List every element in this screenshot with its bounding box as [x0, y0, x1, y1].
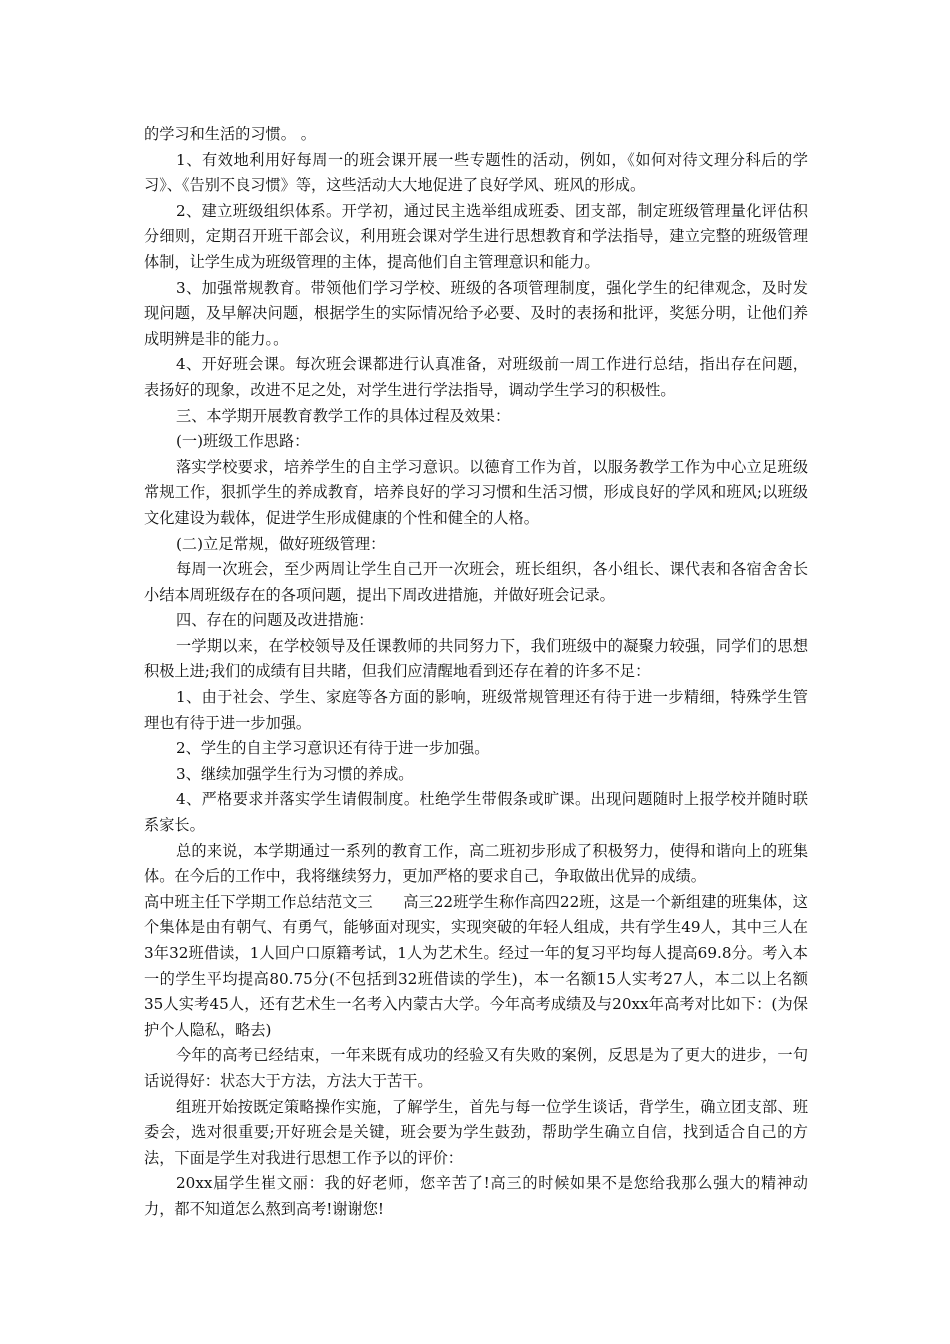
- paragraph-item-1: 1、有效地利用好每周一的班会课开展一些专题性的活动，例如，《如何对待文理分科后的学习》、《告别不良习惯》等，这些活动大大地促进了良好学风、班风的形成。: [144, 150, 808, 195]
- subheading-2: (二)立足常规，做好班级管理：: [176, 534, 386, 553]
- paragraph-student-comment: 20xx届学生崔文丽：我的好老师，您辛苦了!高三的时候如果不是您给我那么强大的精神动力，都不知道怎么熬到高考!谢谢您!: [144, 1174, 808, 1218]
- section-heading-3: 三、本学期开展教育教学工作的具体过程及效果：: [176, 406, 511, 425]
- paragraph-sample-three: 高中班主任下学期工作总结范文三 高三22班学生称作高四22班，这是一个新组建的班集体，这个集体是由有朝气、有勇气，能够面对现实，实现突破的年轻人组成，共有学生49人，其中三人在3年32班借读，1人回户口原籍考试，1人为艺术生。经过一年的复习平均每人提高69.8分。考入本一的学生平均提高80.75分(不包括到32班借读的学生)，本一名额15人实考27人，本二以上名额35人实考45人，还有艺术生一名考入内蒙古大学。今年高考成绩及与20xx年高考对比如下：(为保护个人隐私，略去): [144, 892, 808, 1039]
- paragraph-item-4: 4、开好班会课。每次班会课都进行认真准备，对班级前一周工作进行总结，指出存在问题，表扬好的现象，改进不足之处，对学生进行学法指导，调动学生学习的积极性。: [144, 355, 808, 399]
- paragraph-summary: 总的来说，本学期通过一系列的教育工作，高二班初步形成了积极努力，使得和谐向上的班集体。在今后的工作中，我将继续努力，更加严格的要求自己，争取做出优异的成绩。: [144, 841, 808, 886]
- paragraph-semester-review: 一学期以来，在学校领导及任课教师的共同努力下，我们班级中的凝聚力较强，同学们的思想积极上进;我们的成绩有目共睹，但我们应清醒地看到还存在着的许多不足：: [144, 636, 808, 681]
- paragraph-continuation: 的学习和生活的习惯。 。: [144, 125, 316, 143]
- subheading-1: (一)班级工作思路：: [176, 432, 310, 451]
- paragraph-issue-2: 2、学生的自主学习意识还有待于进一步加强。: [176, 739, 490, 758]
- paragraph-class-meetings: 每周一次班会，至少两周让学生自己开一次班会，班长组织，各小组长、课代表和各宿舍舍长小结本周班级存在的各项问题，提出下周改进措施，并做好班会记录。: [144, 560, 808, 604]
- paragraph-class-formation: 组班开始按既定策略操作实施，了解学生，首先与每一位学生谈话，背学生，确立团支部、班委会，选对很重要;开好班会是关键，班会要为学生鼓劲，帮助学生确立自信，找到适合自己的方法，下面是学生对我进行思想工作予以的评价：: [144, 1097, 808, 1167]
- paragraph-work-ideas: 落实学校要求，培养学生的自主学习意识。以德育工作为首，以服务教学工作为中心立足班级常规工作，狠抓学生的养成教育，培养良好的学习习惯和生活习惯，形成良好的学风和班风;以班级文化建设为载体，促进学生形成健康的个性和健全的人格。: [144, 457, 808, 527]
- document-page: [144, 122, 808, 1223]
- paragraph-item-3: 3、加强常规教育。带领他们学习学校、班级的各项管理制度，强化学生的纪律观念，及时发现问题，及早解决问题，根据学生的实际情况给予必要、及时的表扬和批评，奖惩分明，让他们养成明辨是非的能力。。: [144, 278, 808, 348]
- paragraph-exam-reflection: 今年的高考已经结束，一年来既有成功的经验又有失败的案例，反思是为了更大的进步，一句话说得好：状态大于方法，方法大于苦干。: [144, 1046, 808, 1090]
- paragraph-issue-4: 4、严格要求并落实学生请假制度。杜绝学生带假条或旷课。出现问题随时上报学校并随时联系家长。: [144, 790, 808, 835]
- section-heading-4: 四、存在的问题及改进措施：: [176, 611, 374, 630]
- paragraph-item-2: 2、建立班级组织体系。开学初，通过民主选举组成班委、团支部，制定班级管理量化评估积分细则，定期召开班干部会议，利用班会课对学生进行思想教育和学法指导，建立完整的班级管理体制，让学生成为班级管理的主体，提高他们自主管理意识和能力。: [144, 201, 808, 271]
- paragraph-issue-3: 3、继续加强学生行为习惯的养成。: [176, 764, 414, 783]
- paragraph-issue-1: 1、由于社会、学生、家庭等各方面的影响，班级常规管理还有待于进一步精细，特殊学生管理也有待于进一步加强。: [144, 688, 808, 732]
